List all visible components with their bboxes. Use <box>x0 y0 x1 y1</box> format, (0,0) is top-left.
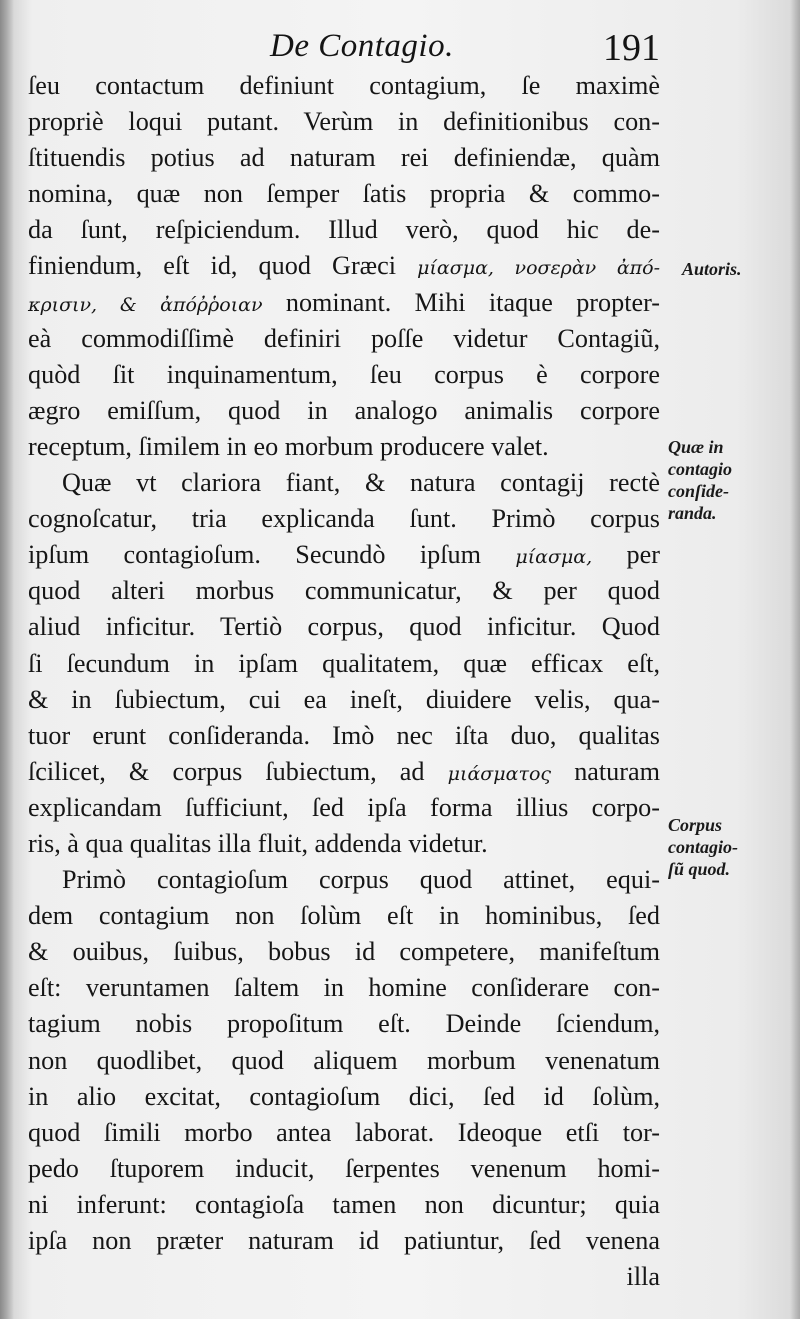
margin-note-autoris <box>682 258 742 280</box>
text-line-with-greek <box>28 754 660 790</box>
text-line: eſt: veruntamen ſaltem in homine conſiderare con- <box>28 973 660 1003</box>
margin-note-line: Autoris. <box>682 259 742 279</box>
catchword: illa <box>626 1262 660 1292</box>
text-line: ſtituendis potius ad naturam rei definiendæ, quàm <box>28 143 660 173</box>
page-number: 191 <box>603 27 660 69</box>
text-line: ægro emiſſum, quod in analogo animalis corpore <box>28 395 660 425</box>
text-segment: nominant. Mihi itaque propter- <box>285 287 661 317</box>
text-segment: ipſum contagioſum. Secundò ipſum <box>28 540 481 570</box>
spine-shadow <box>0 0 14 1319</box>
page-edge-shadow <box>790 0 800 1319</box>
margin-note-corpus-contagiosum <box>668 814 738 880</box>
greek-term: μιάσματος <box>447 762 552 785</box>
margin-note-line: contagio- <box>668 837 738 857</box>
text-line: explicandam ſufficiunt, ſed ipſa forma illius corpo- <box>28 792 660 822</box>
text-line: quòd ſit inquinamentum, ſeu corpus è corpore <box>28 359 660 389</box>
greek-term: ἀπόῤῥοιαν <box>160 293 263 316</box>
running-head <box>30 28 660 72</box>
margin-note-quae-in-contagio <box>668 436 732 524</box>
text-line: ni inferunt: contagioſa tamen non dicuntur; quia <box>28 1189 660 1219</box>
text-line-with-greek <box>28 537 660 573</box>
text-line: receptum, ſimilem in eo morbum producere valet. <box>28 431 549 461</box>
margin-note-line: contagio <box>668 459 733 479</box>
text-line: & in ſubiectum, cui ea ineſt, diuidere velis, qua- <box>28 684 660 714</box>
text-line: & ouibus, ſuibus, bobus id competere, manifeſtum <box>28 937 660 967</box>
text-line: pedo ſtuporem inducit, ſerpentes venenum homi- <box>28 1153 660 1183</box>
text-line: nomina, quæ non ſemper ſatis propria & commo- <box>28 179 660 209</box>
text-line: aliud inficitur. Tertiò corpus, quod inficitur. Quod <box>28 612 660 642</box>
text-line: eà commodiſſimè definiri poſſe videtur Contagiũ, <box>28 323 660 353</box>
text-line: cognoſcatur, tria explicanda ſunt. Primò corpus <box>28 504 660 534</box>
greek-term: μίασμα, <box>515 546 593 569</box>
margin-note-line: conſide- <box>668 481 729 501</box>
text-line: tagium nobis propoſitum eſt. Deinde ſciendum, <box>28 1009 660 1039</box>
paragraph-start-line: Primò contagioſum corpus quod attinet, equi- <box>62 865 660 895</box>
text-line: propriè loqui putant. Verùm in definitionibus con- <box>28 107 660 137</box>
text-segment: per <box>626 540 660 570</box>
greek-term: κρισιν, & <box>28 293 137 316</box>
margin-note-line: randa. <box>668 503 717 523</box>
text-line-with-greek <box>28 248 660 284</box>
text-line: non quodlibet, quod aliquem morbum venenatum <box>28 1045 660 1075</box>
text-line: ſi ſecundum in ipſam qualitatem, quæ efficax eſt, <box>28 648 660 678</box>
text-line: in alio excitat, contagioſum dici, ſed id ſolùm, <box>28 1081 660 1111</box>
text-line: dem contagium non ſolùm eſt in hominibus, ſed <box>28 901 660 931</box>
text-segment: ſcilicet, & corpus ſubiectum, ad <box>28 756 425 786</box>
text-line: ipſa non præter naturam id patiuntur, ſed venena <box>28 1226 660 1255</box>
body-text <box>28 68 660 1295</box>
text-segment: finiendum, eſt id, quod Græci <box>28 251 397 281</box>
text-line: da ſunt, reſpiciendum. Illud verò, quod hic de- <box>28 215 660 245</box>
text-segment: naturam <box>574 756 660 786</box>
running-head-title: De Contagio. <box>270 28 454 64</box>
text-line: ſeu contactum definiunt contagium, ſe maximè <box>28 71 660 100</box>
paragraph-start-line: Quæ vt clariora fiant, & natura contagij rectè <box>62 468 660 498</box>
margin-note-line: ſũ quod. <box>668 859 731 879</box>
greek-term: μίασμα, νοσερὰν ἀπό- <box>417 257 660 280</box>
text-line: quod ſimili morbo antea laborat. Ideoque etſi tor- <box>28 1117 660 1147</box>
margin-note-line: Corpus <box>668 815 723 835</box>
margin-note-line: Quæ in <box>668 437 724 457</box>
text-line-with-greek <box>28 285 660 321</box>
text-line: quod alteri morbus communicatur, & per quod <box>28 576 660 606</box>
text-line: ris, à qua qualitas illa fluit, addenda videtur. <box>28 828 488 858</box>
text-line: tuor erunt conſideranda. Imò nec iſta duo, qualitas <box>28 720 660 750</box>
